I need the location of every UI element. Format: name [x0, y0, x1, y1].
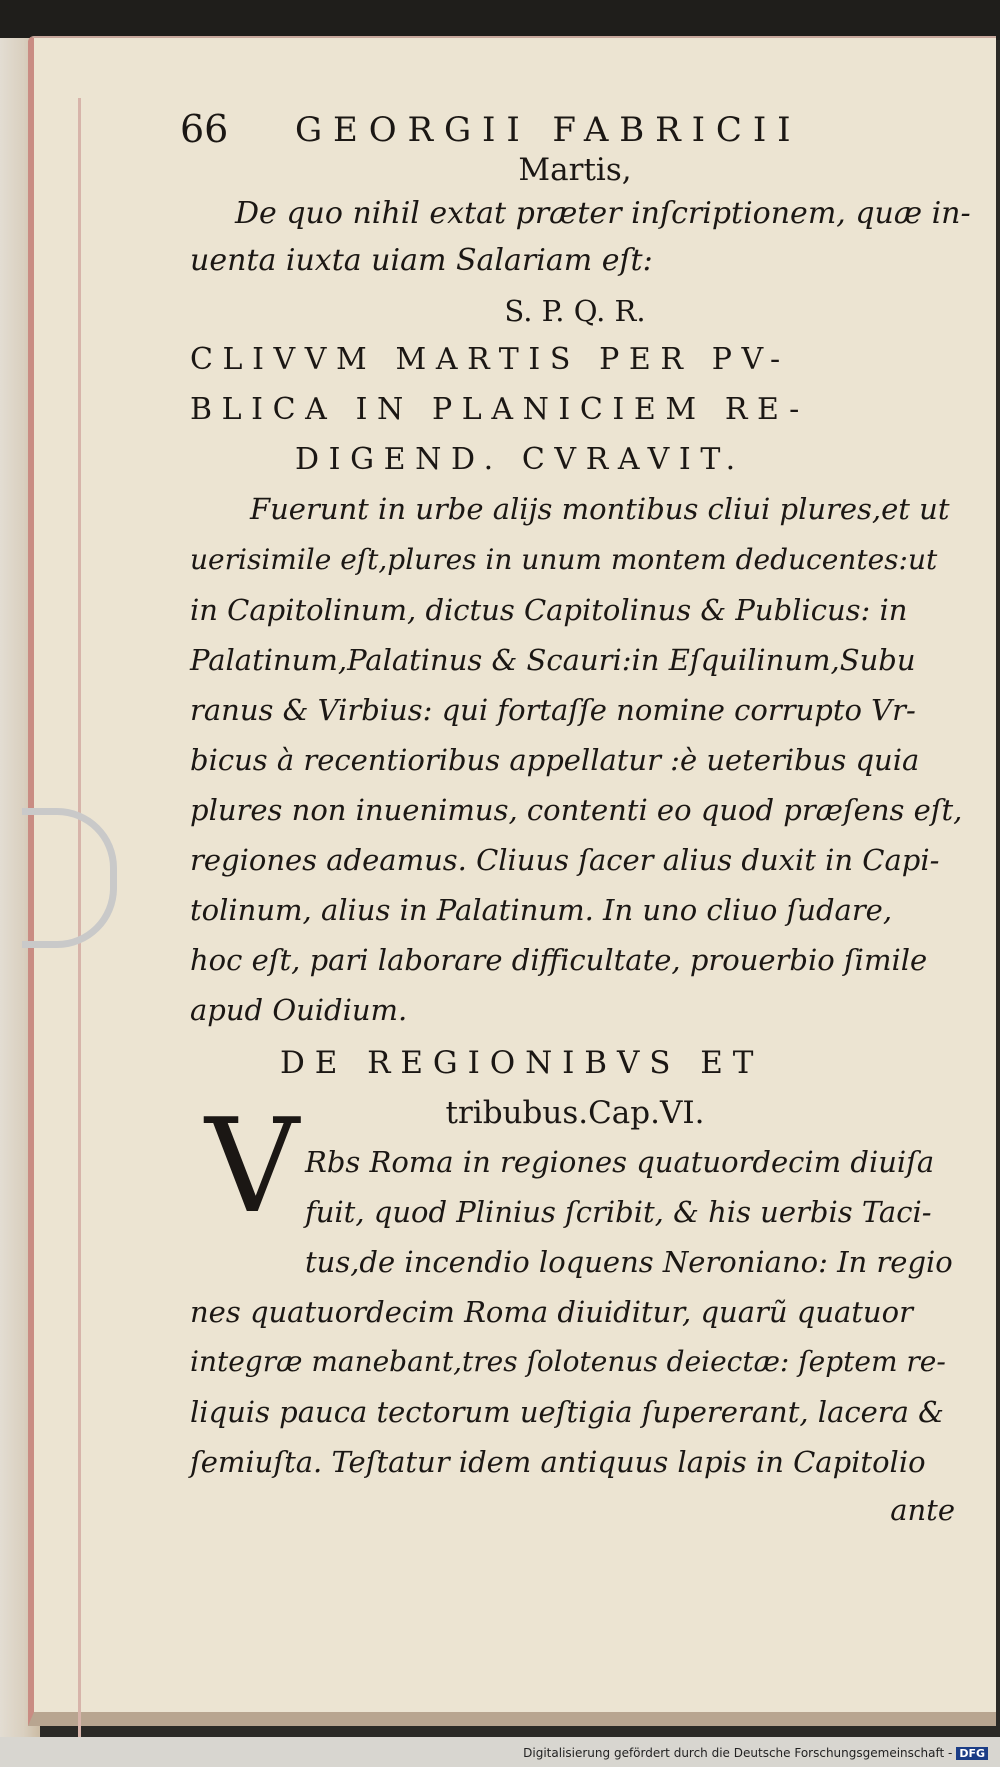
text-line: Palatinum,Palatinus & Scauri:in Eſquilinum,Subu — [190, 643, 916, 677]
inscription-line: S. P. Q. R. — [504, 294, 646, 328]
text-line: tus,de incendio loquens Neroniano: In regio — [305, 1245, 953, 1279]
text-line: apud Ouidium. — [190, 993, 408, 1027]
text-line: Martis, — [518, 152, 632, 188]
text-line: ſemiuſta. Teſtatur idem antiquus lapis in Capitolio — [190, 1445, 926, 1479]
text-line: bicus à recentioribus appellatur :è ueteribus quia — [190, 743, 920, 777]
text-line: integræ manebant,tres ſolotenus deiectæ: ſeptem re- — [190, 1345, 946, 1378]
text-line: uerisimile eſt,plures in unum montem deducentes:ut — [190, 543, 938, 576]
text-line: Rbs Roma in regiones quatuordecim diuiſa — [305, 1145, 935, 1179]
text-line: uenta iuxta uiam Salariam eſt: — [190, 243, 653, 278]
running-head: GEORGII FABRICII — [295, 110, 802, 150]
digitization-credit — [523, 1746, 988, 1760]
text-line: ranus & Virbius: qui fortaſſe nomine corrupto Vr- — [190, 693, 916, 727]
drop-cap: V — [205, 1090, 299, 1242]
dfg-logo: DFG — [956, 1747, 988, 1760]
text-line: plures non inuenimus, contenti eo quod præſens eſt, — [190, 793, 963, 827]
chapter-heading: DE REGIONIBVS ET — [280, 1045, 764, 1081]
catchword: ante — [890, 1493, 955, 1527]
text-line: hoc eſt, pari laborare difficultate, prouerbio ſimile — [190, 943, 928, 977]
text-line: regiones adeamus. Cliuus ſacer alius duxit in Capi- — [190, 843, 940, 877]
text-line: tolinum, alius in Palatinum. In uno cliuo ſudare, — [190, 893, 893, 927]
text-line: De quo nihil extat præter inſcriptionem, quæ in- — [235, 196, 971, 231]
inscription-line: CLIVVM MARTIS PER PV- — [190, 342, 790, 377]
text-line: Fuerunt in urbe alijs montibus cliui plures,et ut — [250, 492, 950, 526]
page-clip — [22, 808, 117, 948]
credit-text: Digitalisierung gefördert durch die Deutsche Forschungsgemeinschaft - — [523, 1746, 953, 1760]
text-line: fuit, quod Plinius ſcribit, & his uerbis Taci- — [305, 1195, 932, 1229]
text-line: nes quatuordecim Roma diuiditur, quarũ quatuor — [190, 1295, 913, 1329]
chapter-heading: tribubus.Cap.VI. — [445, 1095, 705, 1131]
text-line: in Capitolinum, dictus Capitolinus & Publicus: in — [190, 593, 908, 627]
scan-background-top — [0, 0, 1000, 40]
page-number: 66 — [180, 107, 229, 151]
text-line: liquis pauca tectorum ueſtigia ſupererant, lacera & — [190, 1395, 944, 1429]
inscription-line: DIGEND. CVRAVIT. — [295, 442, 745, 477]
inscription-line: BLICA IN PLANICIEM RE- — [190, 392, 809, 427]
